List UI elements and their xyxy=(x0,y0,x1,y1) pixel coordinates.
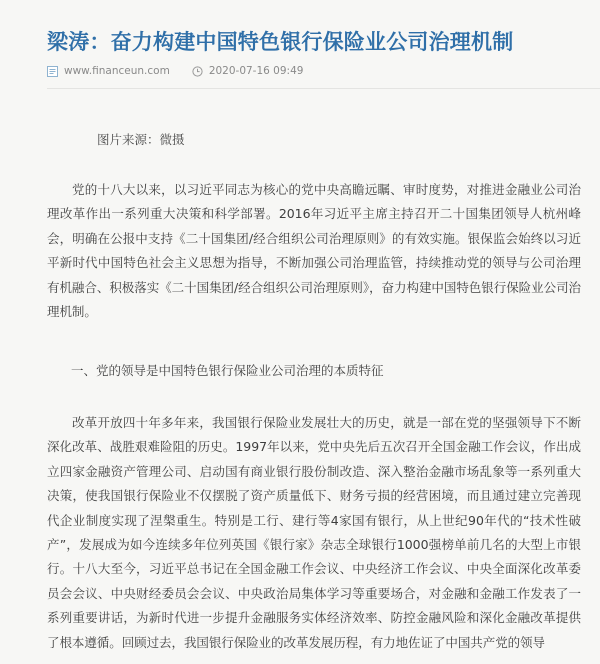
article-meta xyxy=(47,62,303,80)
source-site-icon xyxy=(47,66,58,77)
title-divider xyxy=(47,88,600,89)
body-paragraph-2: 改革开放四十年多年来，我国银行保险业发展壮大的历史，就是一部在党的坚强领导下不断深化改革、战胜艰难险阻的历史。1997年以来，党中央先后五次召开全国金融工作会议，作出成立四家金融资产管理公司、启动国有商业银行股份制改造、深入整治金融市场乱象等一系列重大决策，使我国银行保险业不仅摆脱了资产质量低下、财务亏损的经营困境，而且通过建立完善现代企业制度实现了涅槃重生。特别是工行、建行等4家国有银行，从上世纪90年代的“技术性破产”，发展成为如今连续多年位列英国《银行家》杂志全球银行1000强榜单前几名的大型上市银行。十八大至今，习近平总书记在全国金融工作会议、中央经济工作会议、中央全面深化改革委员会会议、中央财经委员会会议、中央政治局集体学习等重要场合，对金融和金融工作发表了一系列重要讲话，为新时代进一步提升金融服务实体经济效率、防控金融风险和深化金融改革提供了根本遵循。回顾过去，我国银行保险业的改革发展历程，有力地佐证了中国共产党的领导 xyxy=(47,415,581,650)
article-source[interactable]: www.financeun.com xyxy=(64,65,170,77)
article-datetime: 2020-07-16 09:49 xyxy=(208,65,304,77)
article-title: 梁涛：奋力构建中国特色银行保险业公司治理机制 xyxy=(47,30,514,54)
body-paragraph-1: 党的十八大以来，以习近平同志为核心的党中央高瞻远瞩、审时度势，对推进金融业公司治理改革作出一系列重大决策和科学部署。2016年习近平主席主持召开二十国集团领导人杭州峰会，明确在公报中支持《二十国集团/经合组织公司治理原则》的有效实施。银保监会始终以习近平新时代中国特色社会主义思想为指导，不断加强公司治理监管，持续推动党的领导与公司治理有机融合、积极落实《二十国集团/经合组织公司治理原则》，奋力构建中国特色银行保险业公司治理机制。 xyxy=(47,182,581,320)
image-credit: 图片来源：微摄 xyxy=(97,132,185,147)
clock-icon xyxy=(192,66,203,77)
section-heading: 一、党的领导是中国特色银行保险业公司治理的本质特征 xyxy=(71,363,384,378)
